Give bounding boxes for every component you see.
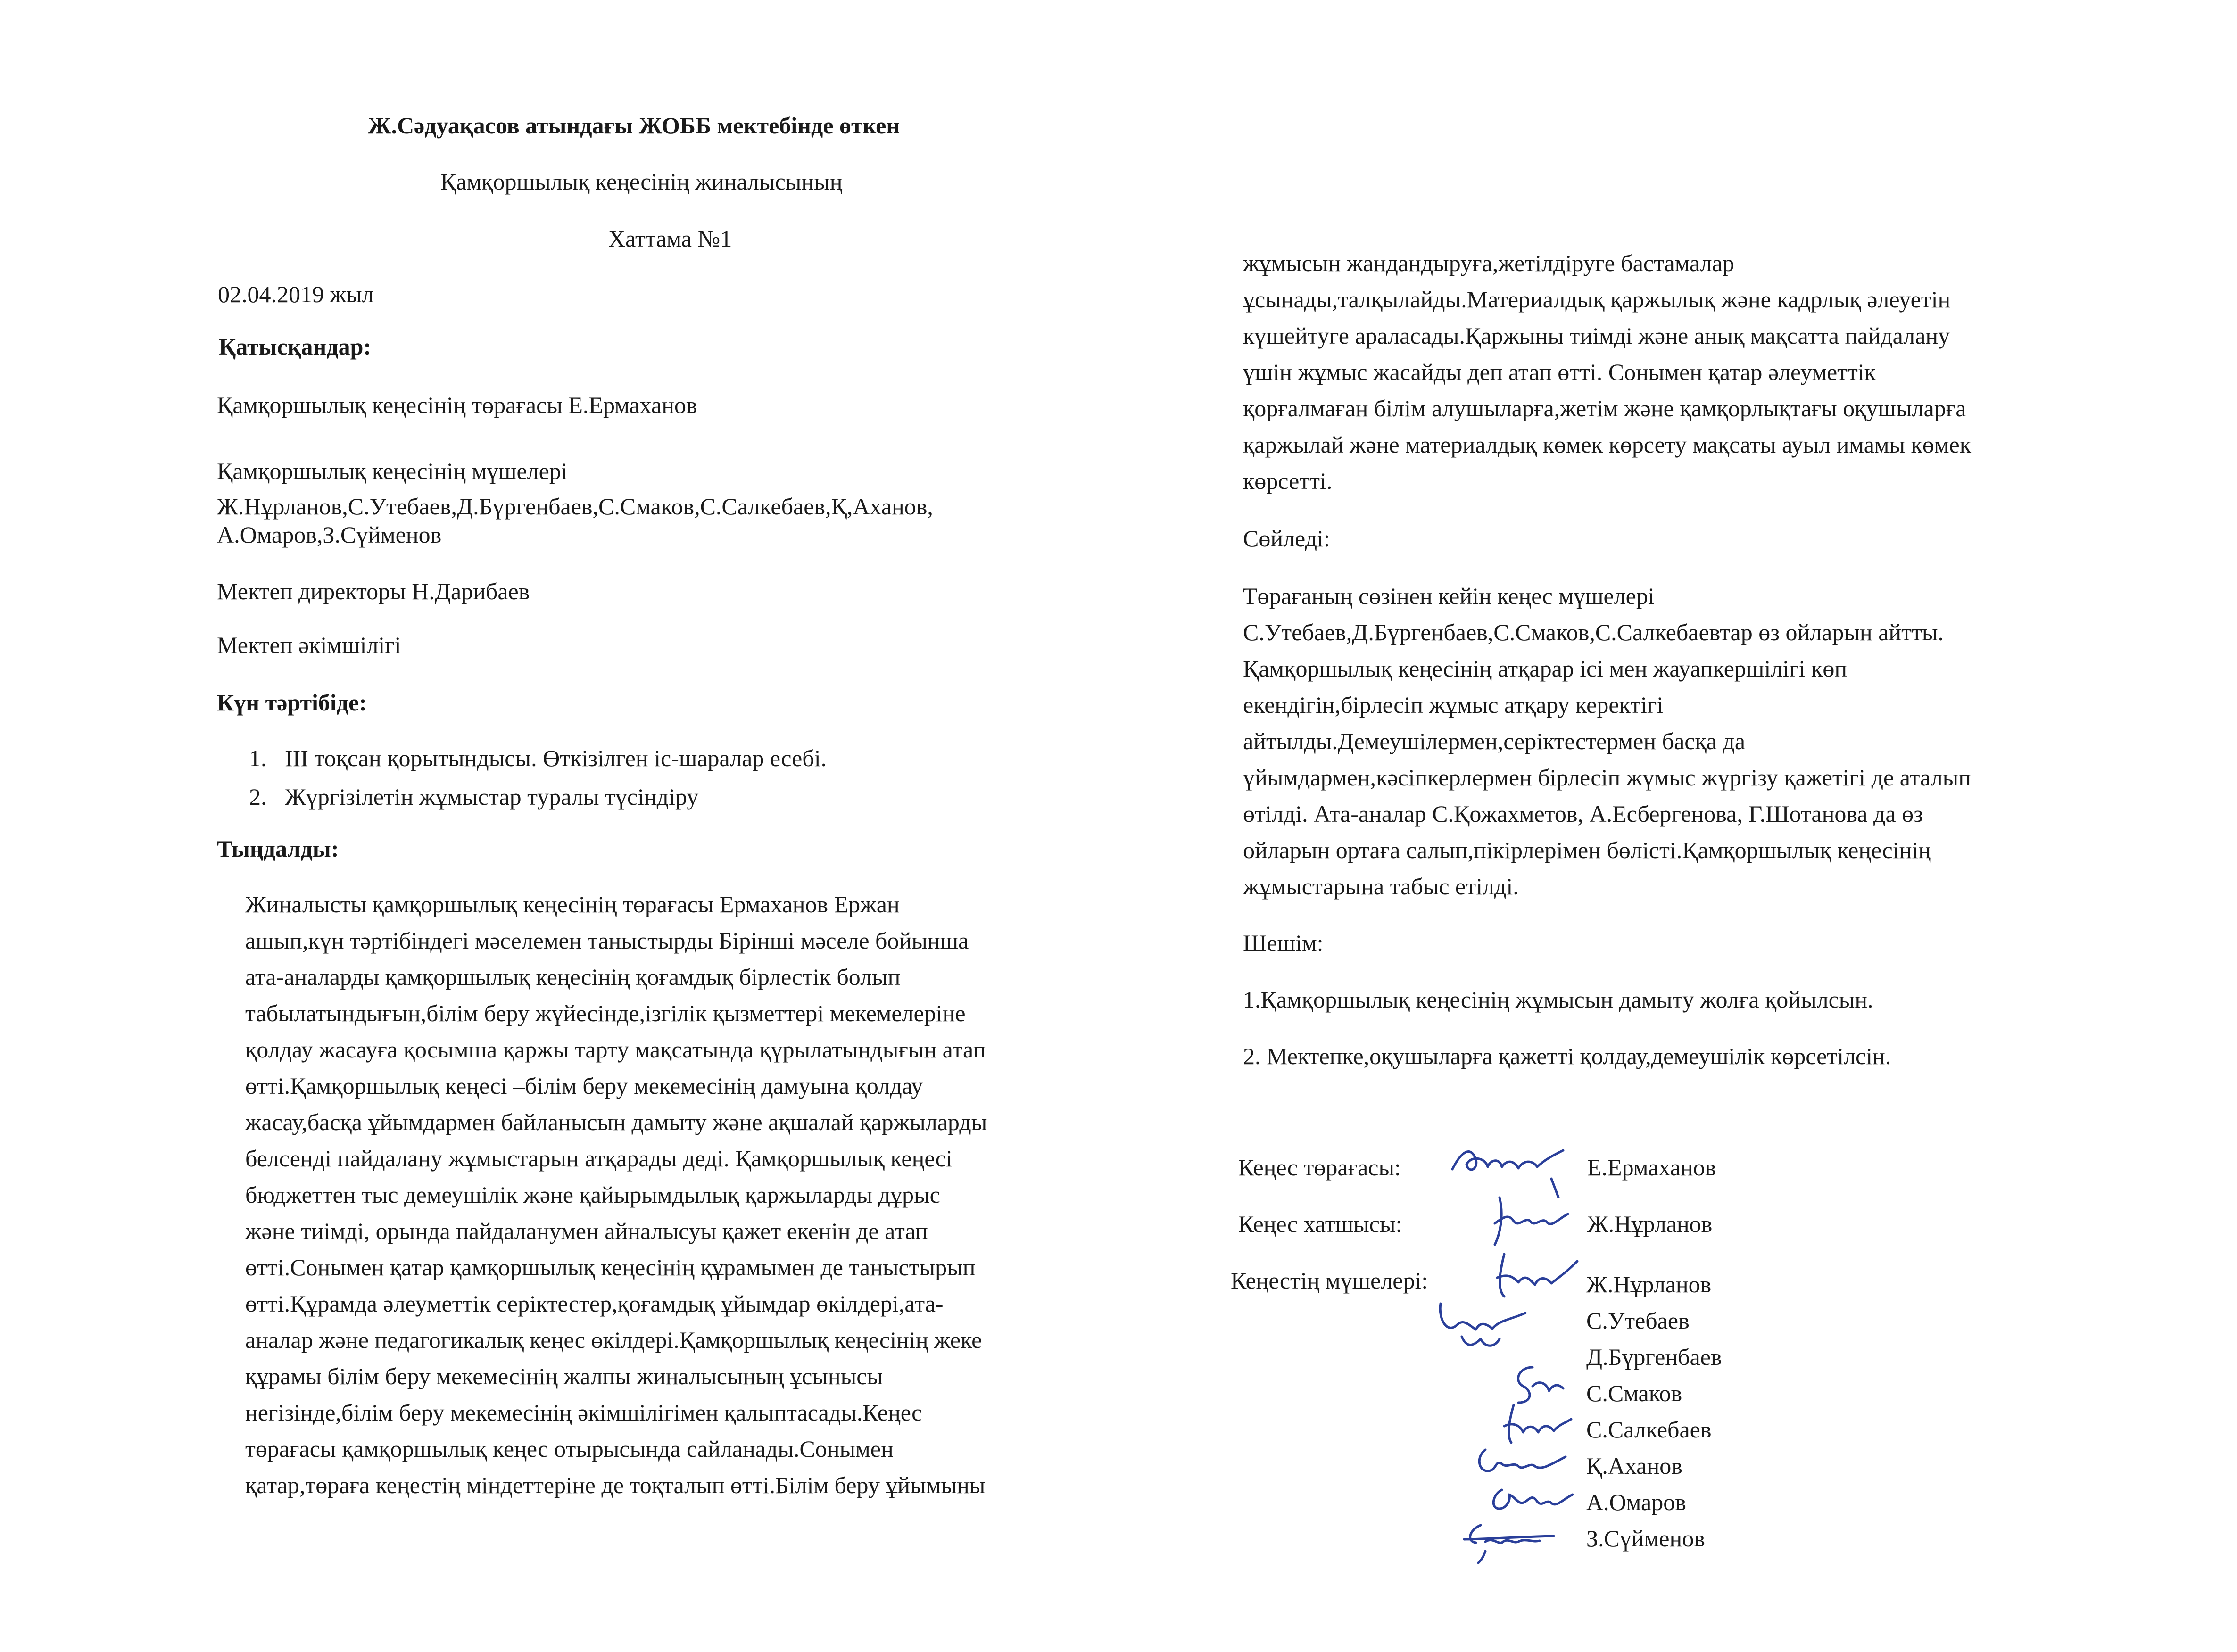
secretary-name: Ж.Нұрланов [1587,1211,1713,1237]
spoke-line: ойларын ортаға салып,пікірлерімен бөлісті.Қамқоршылық кеңесінің [1243,837,1931,863]
heard-line: құрамы білім беру мекемесінің жалпы жиналысының ұсынысы [245,1363,883,1389]
heard-continuation [1243,245,1971,499]
participants-administration: Мектеп әкімшілігі [217,632,401,658]
participants-chair: Қамқоршылық кеңесінің төрағасы Е.Ермаханов [217,392,697,418]
heard-line: бюджеттен тыс демеушілік және қайырымдылық қаржыларды дұрыс [245,1181,940,1208]
spoke-line: С.Утебаев,Д.Бүргенбаев,С.Смаков,С.Салкебаевтар өз ойларын айтты. [1243,619,1944,645]
heard-line: және тиімді, орында пайдаланумен айналысуы қажет екенін де атап [245,1218,928,1244]
spoke-line: екендігін,бірлесіп жұмыс атқару керектігі [1243,692,1664,718]
members-signature-label: Кеңестің мүшелері: [1231,1267,1428,1294]
heard-line: жасау,басқа ұйымдармен байланысын дамыту және ақшалай қаржыларды [245,1109,987,1135]
heard-body [245,886,1108,1570]
member-name: С.Салкебаев [1586,1416,1712,1443]
heard-line: өтті.Құрамда әлеуметтік серіктестер,қоғамдық ұйымдар өкілдері,ата- [245,1290,944,1317]
spoke-body [1243,578,1971,905]
agenda-item-1: ІІІ тоқсан қорытындысы. Өткізілген іс-шаралар есебі. [285,745,827,771]
member-signature-icon [1429,1292,1537,1353]
continuation-line: жұмысын жандандыруға,жетілдіруге бастамалар [1243,250,1734,276]
secretary-label: Кеңес хатшысы: [1238,1211,1402,1237]
spoke-line: айтылды.Демеушілермен,серіктестермен басқа да [1243,728,1746,754]
spoke-line: жұмыстарына табыс етілді. [1243,873,1519,900]
heard-line: негізінде,білім беру мекемесінің әкімшілігімен қалыптасады.Кеңес [245,1399,922,1426]
continuation-line: ұсынады,талқылайды.Материалдық қаржылық және кадрлық әлеуетін [1243,286,1951,313]
chair-label: Кеңес төрағасы: [1238,1154,1401,1181]
spoke-line: Қамқоршылық кеңесінің атқарар ісі мен жауапкершілігі көп [1243,655,1848,682]
chair-name: Е.Ермаханов [1587,1154,1716,1181]
continuation-line: қаржылай және материалдық көмек көрсету мақсаты ауыл имамы көмек [1243,431,1972,458]
heard-line: ата-аналарды қамқоршылық кеңесінің қоғамдық бірлестік болып [245,964,901,990]
heard-line: қатар,төраға кеңестің міндеттеріне де тоқталып өтті.Білім беру ұйымыны [245,1472,986,1498]
member-name: Қ.Аханов [1586,1453,1682,1479]
decision-item-1: 1.Қамқоршылық кеңесінің жұмысын дамыту жолға қойылсын. [1243,986,1873,1013]
participants-director: Мектеп директоры Н.Дарибаев [217,578,530,604]
members-label: Қамқоршылық кеңесінің мүшелері [217,458,568,484]
spoke-line: өтілді. Ата-аналар С.Қожахметов, А.Есбергенова, Г.Шотанова да өз [1243,801,1923,827]
spoke-line: Төрағаның сөзінен кейін кеңес мүшелері [1243,583,1655,609]
continuation-line: күшейтуге араласады.Қаржыны тиімді және анық мақсатта пайдалану [1243,322,1950,349]
spoke-heading: Сөйледі: [1243,525,1330,552]
document-title: Ж.Сәдуақасов атындағы ЖОББ мектебінде өткен [368,112,900,139]
decision-item-2: 2. Мектепке,оқушыларға қажетті қолдау,демеушілік көрсетілсін. [1243,1043,1891,1069]
member-name: С.Утебаев [1586,1307,1690,1334]
participants-members [217,450,568,492]
heard-line: қолдау жасауға қосымша қаржы тарту мақсатында құрылатындығын атап [245,1036,986,1063]
agenda-item-2-number: 2. [249,784,267,810]
continuation-line: үшін жұмыс жасайды деп атап өтті. Сонымен қатар әлеуметтік [1243,359,1876,385]
heard-line: ашып,күн тәртібіндегі мәселемен таныстырды Бірінші мәселе бойынша [245,927,969,954]
member-name: А.Омаров [1586,1489,1686,1515]
member-name: З.Сүйменов [1586,1525,1705,1552]
decision-heading: Шешім: [1243,930,1324,956]
member-name: С.Смаков [1586,1380,1682,1406]
continuation-line: көрсетті. [1243,468,1333,494]
members-signature-list [1586,1266,1722,1557]
participants-heading: Қатысқандар: [219,333,372,360]
meeting-date: 02.04.2019 жыл [218,281,374,307]
heard-line: табылатындығын,білім беру жүйесінде,ізгілік қызметтері мекемелеріне [245,1000,966,1026]
members-line-2: А.Омаров,З.Сүйменов [217,521,442,548]
member-name: Ж.Нұрланов [1586,1271,1712,1297]
member-signature-icon [1457,1513,1561,1565]
protocol-number: Хаттама №1 [608,225,732,252]
chair-signature-icon [1443,1132,1584,1198]
document-subtitle: Қамқоршылық кеңесінің жиналысының [440,168,843,195]
continuation-line: қорғалмаған білім алушыларға,жетім және қамқорлықтағы оқушыларға [1243,395,1966,421]
heard-heading: Тыңдалды: [217,835,339,862]
heard-line: өтті.Сонымен қатар қамқоршылық кеңесінің құрамымен де таныстырып [245,1254,976,1280]
heard-line: төрағасы қамқоршылық кеңес отырысында сайланады.Сонымен [245,1436,894,1462]
heard-line: Жиналысты қамқоршылық кеңесінің төрағасы Ермаханов Ержан [245,891,900,917]
agenda-heading: Күн тәртібіде: [217,689,367,716]
members-line-1: Ж.Нұрланов,С.Утебаев,Д.Бүргенбаев,С.Смаков,С.Салкебаев,Қ,Аханов, [217,493,933,520]
agenda-item-1-number: 1. [249,745,267,771]
spoke-line: ұйымдармен,кәсіпкерлермен бірлесіп жұмыс жүргізу қажетігі де аталып [1243,764,1971,791]
heard-line: белсенді пайдалану жұмыстарын атқарады деді. Қамқоршылық кеңесі [245,1145,953,1172]
heard-line: аналар және педагогикалық кеңес өкілдері.Қамқоршылық кеңесінің жеке [245,1327,982,1353]
agenda-item-2: Жүргізілетін жұмыстар туралы түсіндіру [285,784,699,810]
secretary-signature-icon [1485,1188,1580,1254]
member-name: Д.Бүргенбаев [1586,1344,1722,1370]
heard-line: өтті.Қамқоршылық кеңесі –білім беру мекемесінің дамуына қолдау [245,1073,923,1099]
